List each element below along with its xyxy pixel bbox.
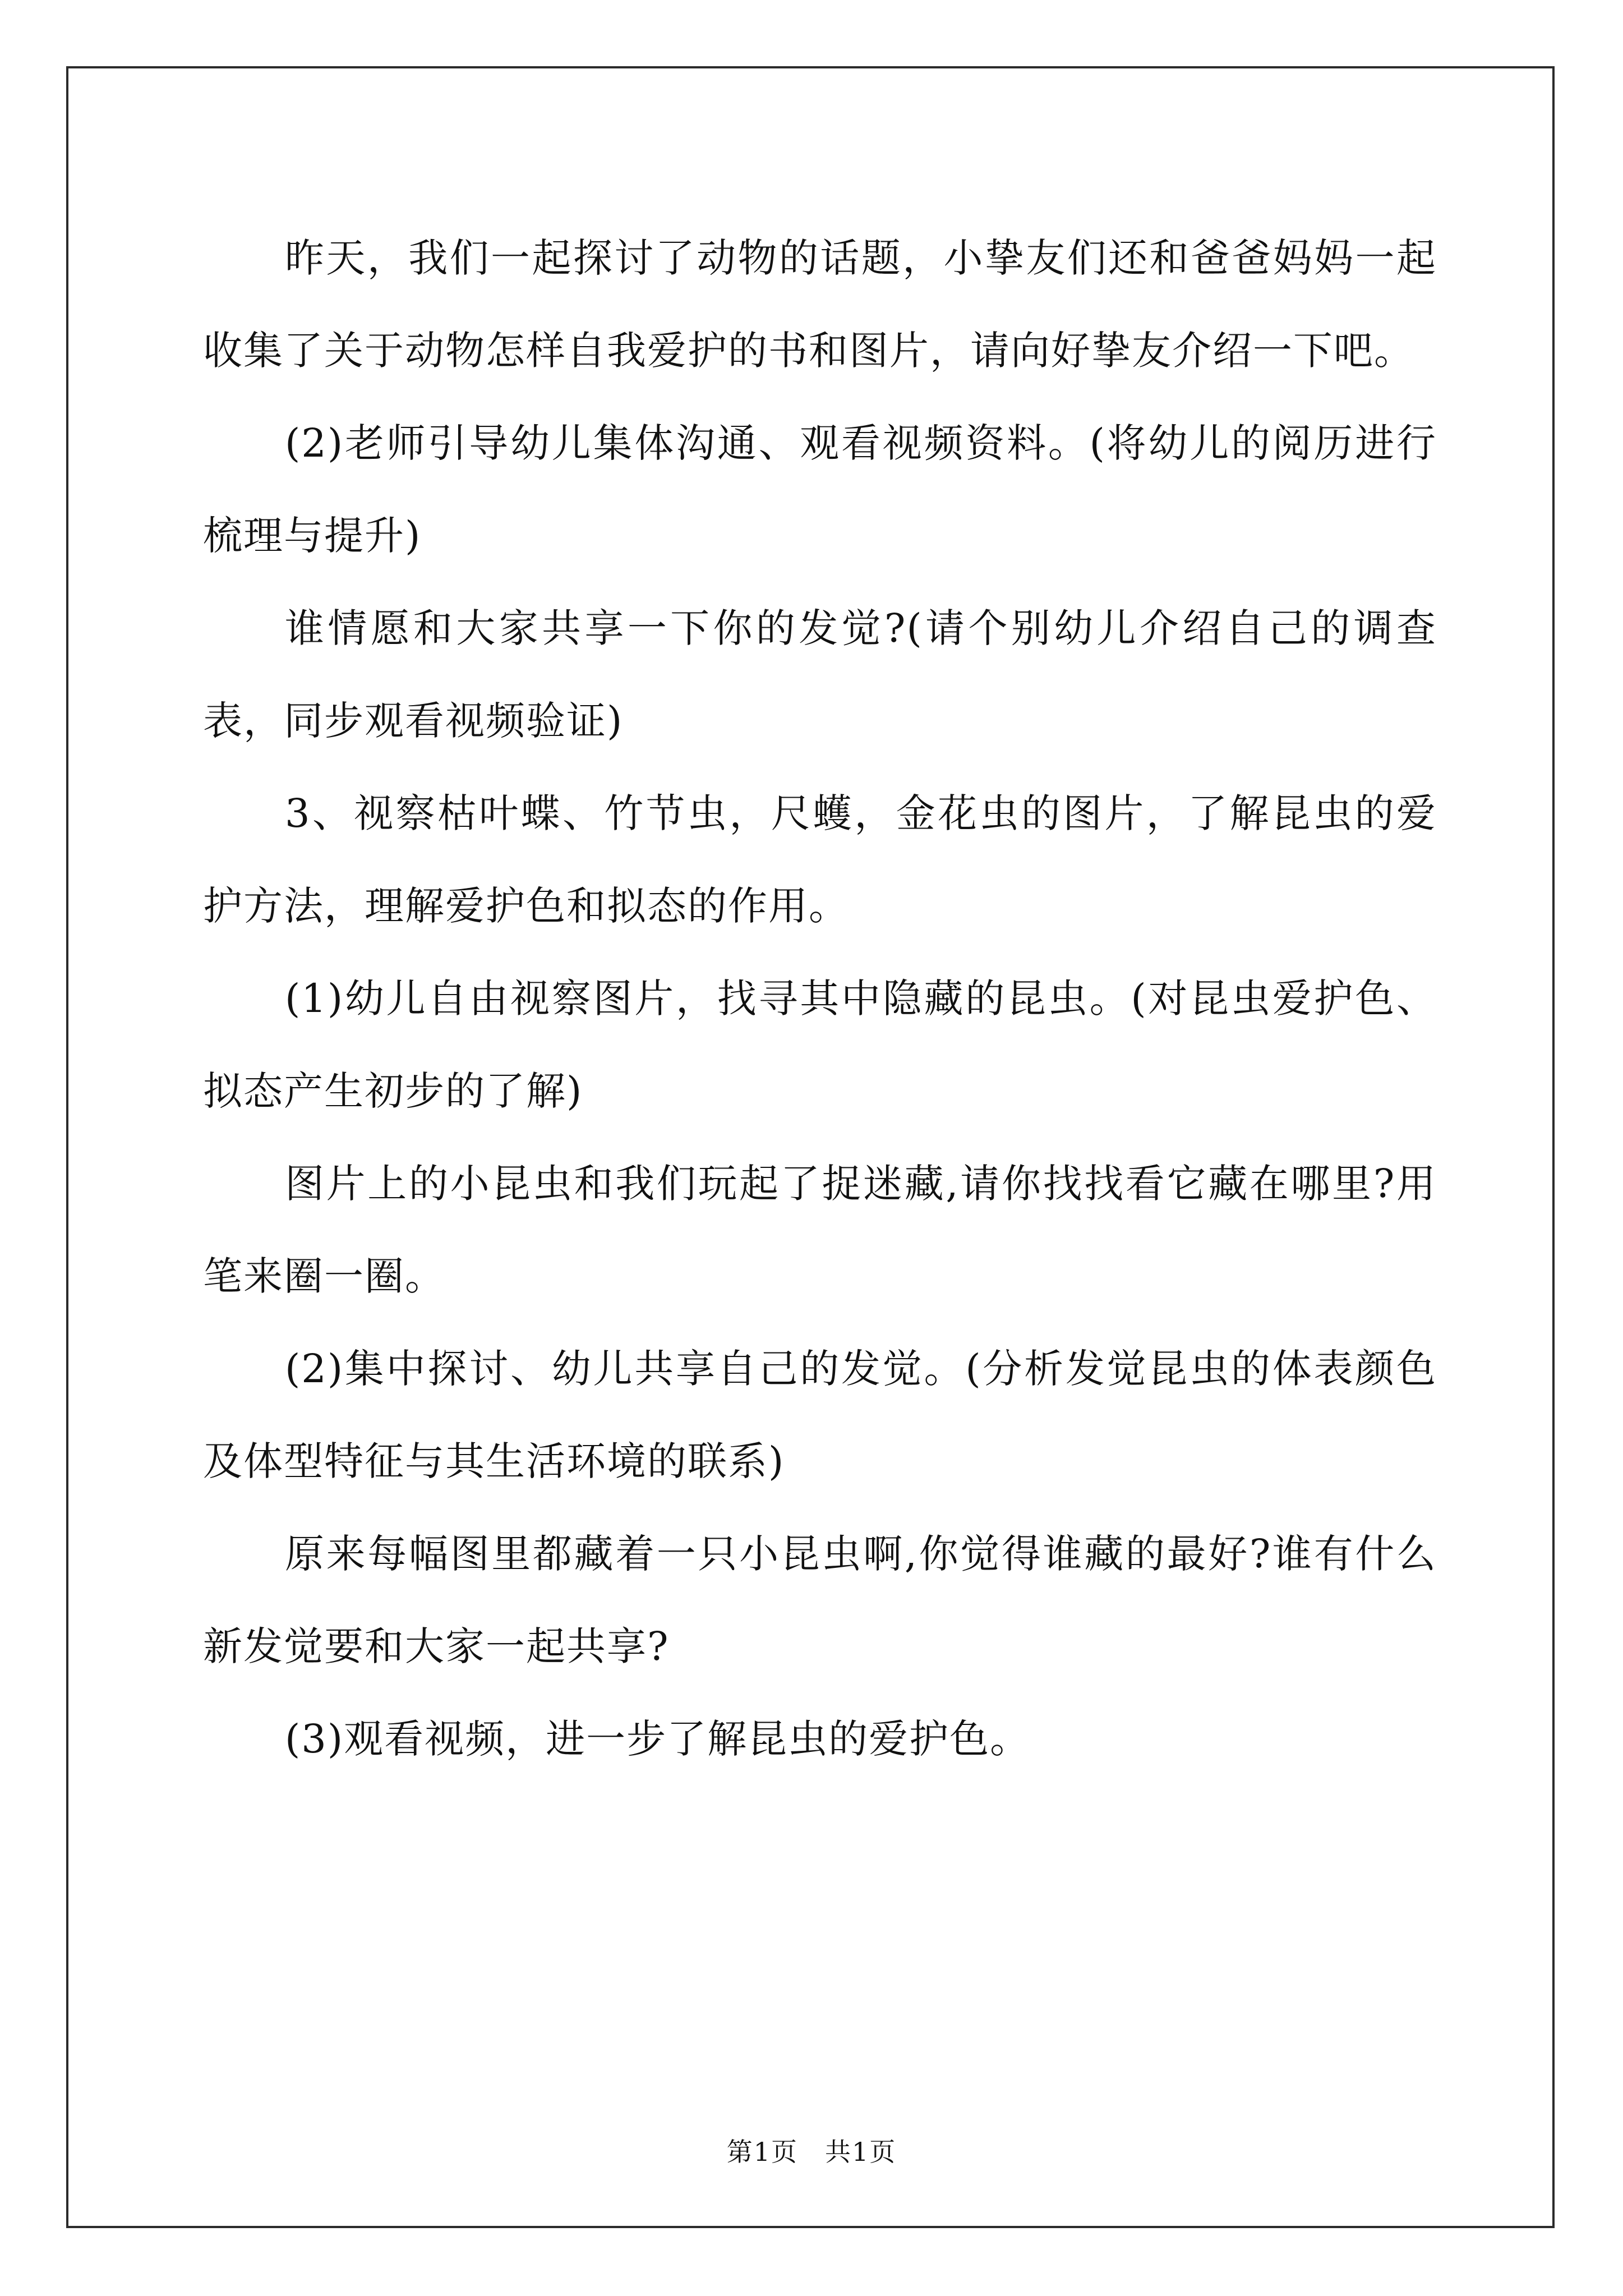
paragraph-4: 3、视察枯叶蝶、竹节虫，尺蠖，金花虫的图片，了解昆虫的爱护方法，理解爱护色和拟态的作用。 [203,790,1437,929]
paragraph-1: 昨天，我们一起探讨了动物的话题，小挚友们还和爸爸妈妈一起收集了关于动物怎样自我爱护的书和图片，请向好挚友介绍一下吧。 [203,235,1437,374]
paragraph-7: (2)集中探讨、幼儿共享自己的发觉。(分析发觉昆虫的体表颜色及体型特征与其生活环境的联系) [203,1346,1437,1484]
paragraph-2: (2)老师引导幼儿集体沟通、观看视频资料。(将幼儿的阅历进行梳理与提升) [203,420,1437,559]
document-body [203,212,1437,1786]
page-total: 共1页 [825,2137,897,2167]
paragraph-6: 图片上的小昆虫和我们玩起了捉迷藏,请你找找看它藏在哪里?用笔来圈一圈。 [203,1161,1437,1299]
paragraph-8: 原来每幅图里都藏着一只小昆虫啊,你觉得谁藏的最好?谁有什么新发觉要和大家一起共享? [203,1531,1437,1669]
paragraph-3: 谁情愿和大家共享一下你的发觉?(请个别幼儿介绍自己的调查表，同步观看视频验证) [203,605,1437,744]
paragraph-5: (1)幼儿自由视察图片，找寻其中隐藏的昆虫。(对昆虫爱护色、拟态产生初步的了解) [203,976,1437,1114]
page-footer [0,2132,1623,2169]
paragraph-9: (3)观看视频，进一步了解昆虫的爱护色。 [285,1716,1031,1762]
page-number: 第1页 [726,2137,798,2167]
